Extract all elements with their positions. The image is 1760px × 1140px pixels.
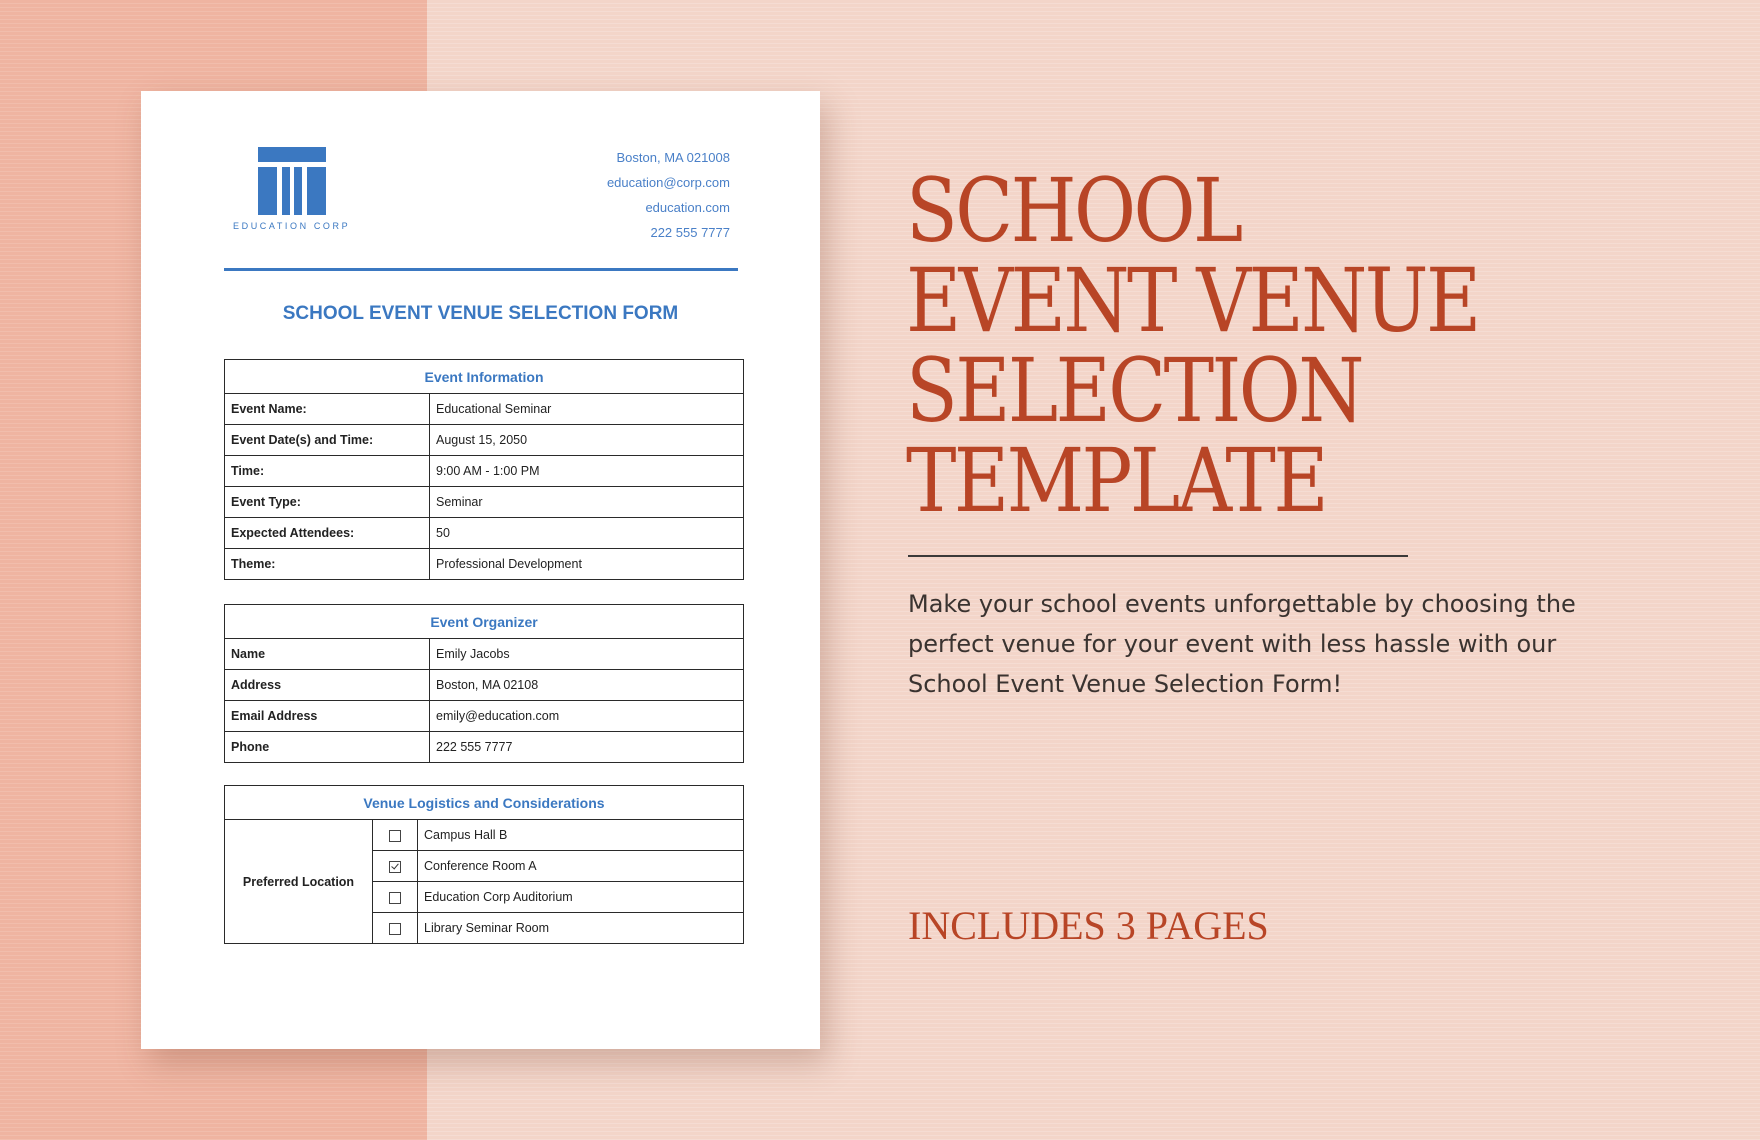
table-heading: Venue Logistics and Considerations — [225, 786, 744, 820]
field-label: Theme: — [225, 549, 430, 580]
table-row — [225, 639, 744, 670]
promo-description: Make your school events unforgettable by choosing the perfect venue for your event with less hassle with our School Event Venue Selection Form! — [908, 590, 1576, 698]
field-value[interactable]: Professional Development — [430, 549, 744, 580]
table-heading: Event Organizer — [225, 605, 744, 639]
contact-phone: 222 555 7777 — [650, 225, 730, 240]
field-value[interactable]: emily@education.com — [430, 701, 744, 732]
unchecked-checkbox-icon[interactable] — [389, 830, 401, 842]
field-value[interactable]: Educational Seminar — [430, 394, 744, 425]
headline-divider — [908, 555, 1408, 557]
option-label: Campus Hall B — [418, 820, 744, 851]
form-title: SCHOOL EVENT VENUE SELECTION FORM — [282, 303, 679, 324]
headline-line: SCHOOL — [906, 159, 1241, 262]
table-row — [225, 732, 744, 763]
unchecked-checkbox-icon[interactable] — [389, 892, 401, 904]
field-label: Event Type: — [225, 487, 430, 518]
headline-line: TEMPLATE — [906, 429, 1326, 532]
option-label: Education Corp Auditorium — [418, 882, 744, 913]
field-label: Time: — [225, 456, 430, 487]
field-label: Expected Attendees: — [225, 518, 430, 549]
header-divider — [224, 268, 738, 271]
unchecked-checkbox-icon[interactable] — [389, 923, 401, 935]
option-label: Library Seminar Room — [418, 913, 744, 944]
field-label: Name — [225, 639, 430, 670]
field-label: Event Date(s) and Time: — [225, 425, 430, 456]
education-corp-logo-icon — [258, 147, 326, 215]
headline-line: SELECTION — [906, 339, 1362, 442]
table-row — [225, 549, 744, 580]
field-label: Email Address — [225, 701, 430, 732]
table-row — [225, 456, 744, 487]
field-value[interactable]: 9:00 AM - 1:00 PM — [430, 456, 744, 487]
table-heading: Event Information — [225, 360, 744, 394]
promo-headline — [906, 159, 1479, 532]
table-row — [225, 518, 744, 549]
field-value[interactable]: 222 555 7777 — [430, 732, 744, 763]
field-value[interactable]: Seminar — [430, 487, 744, 518]
field-label: Phone — [225, 732, 430, 763]
contact-block — [607, 145, 730, 245]
event-information-table — [224, 359, 744, 580]
event-organizer-table — [224, 604, 744, 763]
checkbox-cell[interactable] — [373, 851, 418, 882]
table-row — [225, 487, 744, 518]
contact-email: education@corp.com — [606, 175, 730, 190]
checkbox-cell[interactable] — [373, 820, 418, 851]
option-label: Conference Room A — [418, 851, 744, 882]
field-label: Address — [225, 670, 430, 701]
field-value[interactable]: Emily Jacobs — [430, 639, 744, 670]
field-label: Event Name: — [225, 394, 430, 425]
checkbox-cell[interactable] — [373, 913, 418, 944]
document-page — [141, 91, 820, 1049]
contact-website: education.com — [645, 200, 730, 215]
table-row — [225, 701, 744, 732]
table-row — [225, 820, 744, 851]
field-value[interactable]: 50 — [430, 518, 744, 549]
venue-logistics-table — [224, 785, 744, 944]
field-value[interactable]: August 15, 2050 — [430, 425, 744, 456]
field-value[interactable]: Boston, MA 02108 — [430, 670, 744, 701]
checkbox-cell[interactable] — [373, 882, 418, 913]
includes-pages-label: INCLUDES 3 PAGES — [908, 903, 1269, 948]
contact-address: Boston, MA 021008 — [616, 150, 730, 165]
checked-checkbox-icon[interactable] — [389, 861, 401, 873]
table-row — [225, 394, 744, 425]
table-row — [225, 425, 744, 456]
logo-text: EDUCATION CORP — [233, 221, 351, 231]
preferred-location-label: Preferred Location — [225, 820, 373, 944]
table-row — [225, 670, 744, 701]
headline-line: EVENT VENUE — [906, 249, 1479, 352]
